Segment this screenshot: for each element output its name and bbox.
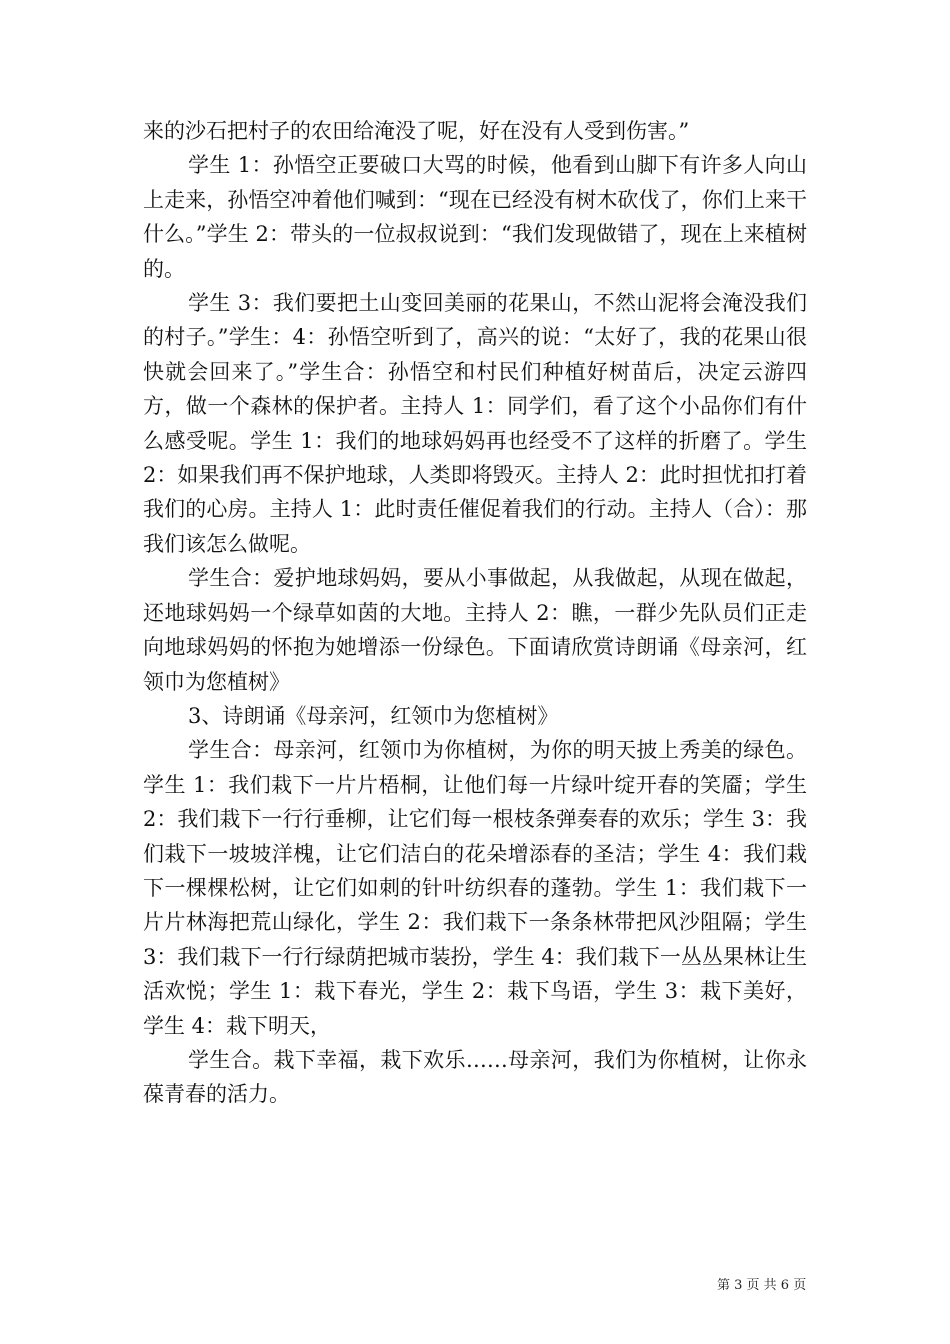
paragraph: 学生合。栽下幸福，栽下欢乐……母亲河，我们为你植树，让你永葆青春的活力。	[143, 1047, 807, 1107]
paragraph: 学生 1：孙悟空正要破口大骂的时候，他看到山脚下有许多人向山上走来，孙悟空冲着他们喊到：“现在已经没有树木砍伐了，你们上来干什么。”学生 2：带头的一位叔叔说到：“我们发现做错了，现在上来植树的。	[143, 153, 807, 281]
paragraph: 学生 3：我们要把土山变回美丽的花果山，不然山泥将会淹没我们的村子。”学生：4：孙悟空听到了，高兴的说：“太好了，我的花果山很快就会回来了。”学生合：孙悟空和村民们种植好树苗后，决定云游四方，做一个森林的保护者。主持人 1：同学们，看了这个小品你们有什么感受呢。学生 1：我们的地球妈妈再也经受不了这样的折磨了。学生 2：如果我们再不保护地球，人类即将毁灭。主持人 2：此时担忧扣打着我们的心房。主持人 1：此时责任催促着我们的行动。主持人（合）：那我们该怎么做呢。	[143, 291, 807, 556]
paragraph: 学生合：爱护地球妈妈，要从小事做起，从我做起，从现在做起，还地球妈妈一个绿草如茵的大地。主持人 2：瞧，一群少先队员们正走向地球妈妈的怀抱为她增添一份绿色。下面请欣赏诗朗诵《母亲河，红领巾为您植树》	[143, 566, 807, 694]
paragraph-continuation: 来的沙石把村子的农田给淹没了呢，好在没有人受到伤害。”	[143, 119, 690, 143]
page-number-footer: 第 3 页 共 6 页	[717, 1278, 807, 1293]
document-body	[143, 114, 807, 1112]
section-heading: 3、诗朗诵《母亲河，红领巾为您植树》	[188, 703, 559, 728]
paragraph: 学生合：母亲河，红领巾为你植树，为你的明天披上秀美的绿色。学生 1：我们栽下一片片梧桐，让他们每一片绿叶绽开春的笑靥；学生 2：我们栽下一行行垂柳，让它们每一根枝条弹奏春的欢乐；学生 3：我们栽下一坡坡洋槐，让它们洁白的花朵增添春的圣洁；学生 4：我们栽下一棵棵松树，让它们如刺的针叶纺织春的蓬勃。学生 1：我们栽下一片片林海把荒山绿化，学生 2：我们栽下一条条林带把风沙阻隔；学生 3：我们栽下一行行绿荫把城市装扮，学生 4：我们栽下一丛丛果林让生活欢悦；学生 1：栽下春光，学生 2：栽下鸟语，学生 3：栽下美好，学生 4：栽下明天，	[143, 738, 807, 1038]
